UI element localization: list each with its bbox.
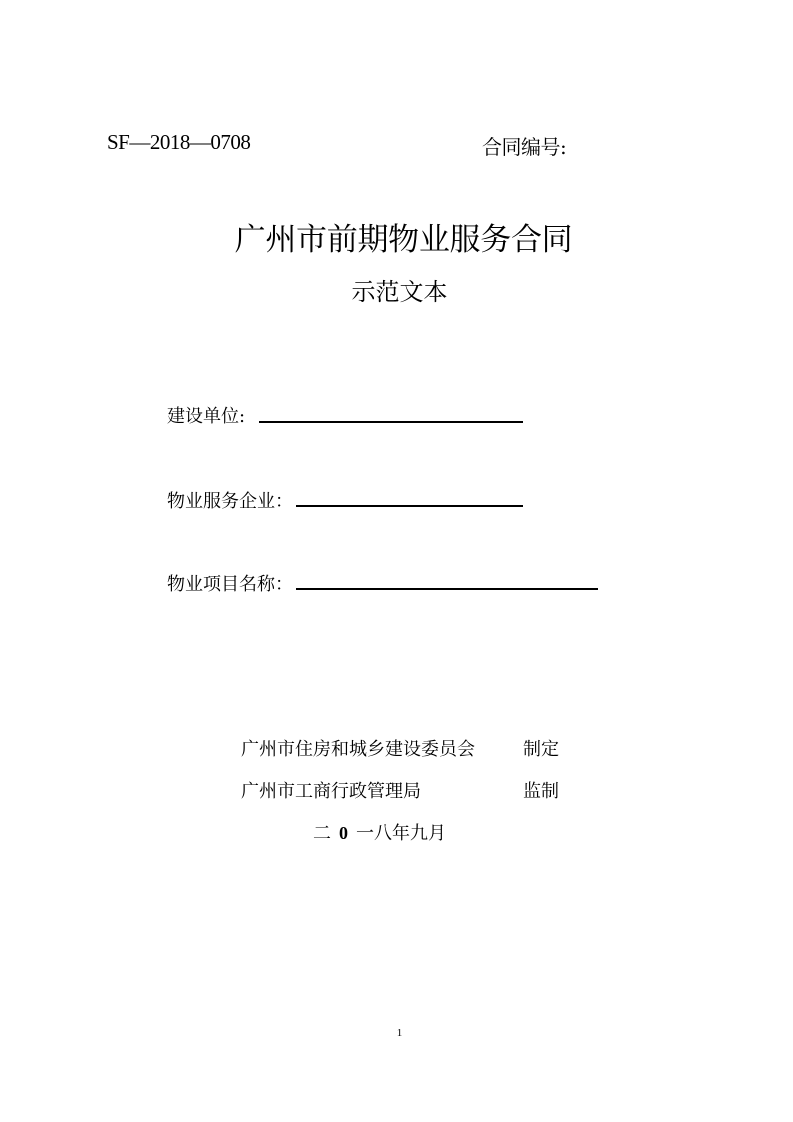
issuer-org: 广州市住房和城乡建设委员会 — [241, 739, 475, 760]
issue-date-part: 一八年九月 — [356, 823, 446, 844]
field-label-project-name: 物业项目名称： — [167, 574, 293, 595]
document-subtitle: 示范文本 — [351, 278, 448, 306]
field-label-service-company: 物业服务企业： — [167, 491, 293, 512]
field-blank-project-name[interactable] — [296, 588, 598, 590]
issuer-role: 制定 — [523, 739, 559, 760]
document-code: SF—2018—0708 — [107, 130, 251, 154]
issue-date-part: 0 — [339, 823, 348, 843]
field-label-developer: 建设单位: — [167, 406, 246, 427]
issuer-org: 广州市工商行政管理局 — [241, 781, 421, 802]
page-number: 1 — [396, 1027, 403, 1039]
field-blank-developer[interactable] — [259, 421, 523, 423]
issue-date — [313, 819, 446, 845]
issue-date-part: 二 — [313, 823, 331, 844]
contract-number-label: 合同编号: — [482, 135, 567, 159]
issuer-role: 监制 — [523, 781, 559, 802]
document-title: 广州市前期物业服务合同 — [234, 222, 573, 258]
field-blank-service-company[interactable] — [296, 505, 523, 507]
